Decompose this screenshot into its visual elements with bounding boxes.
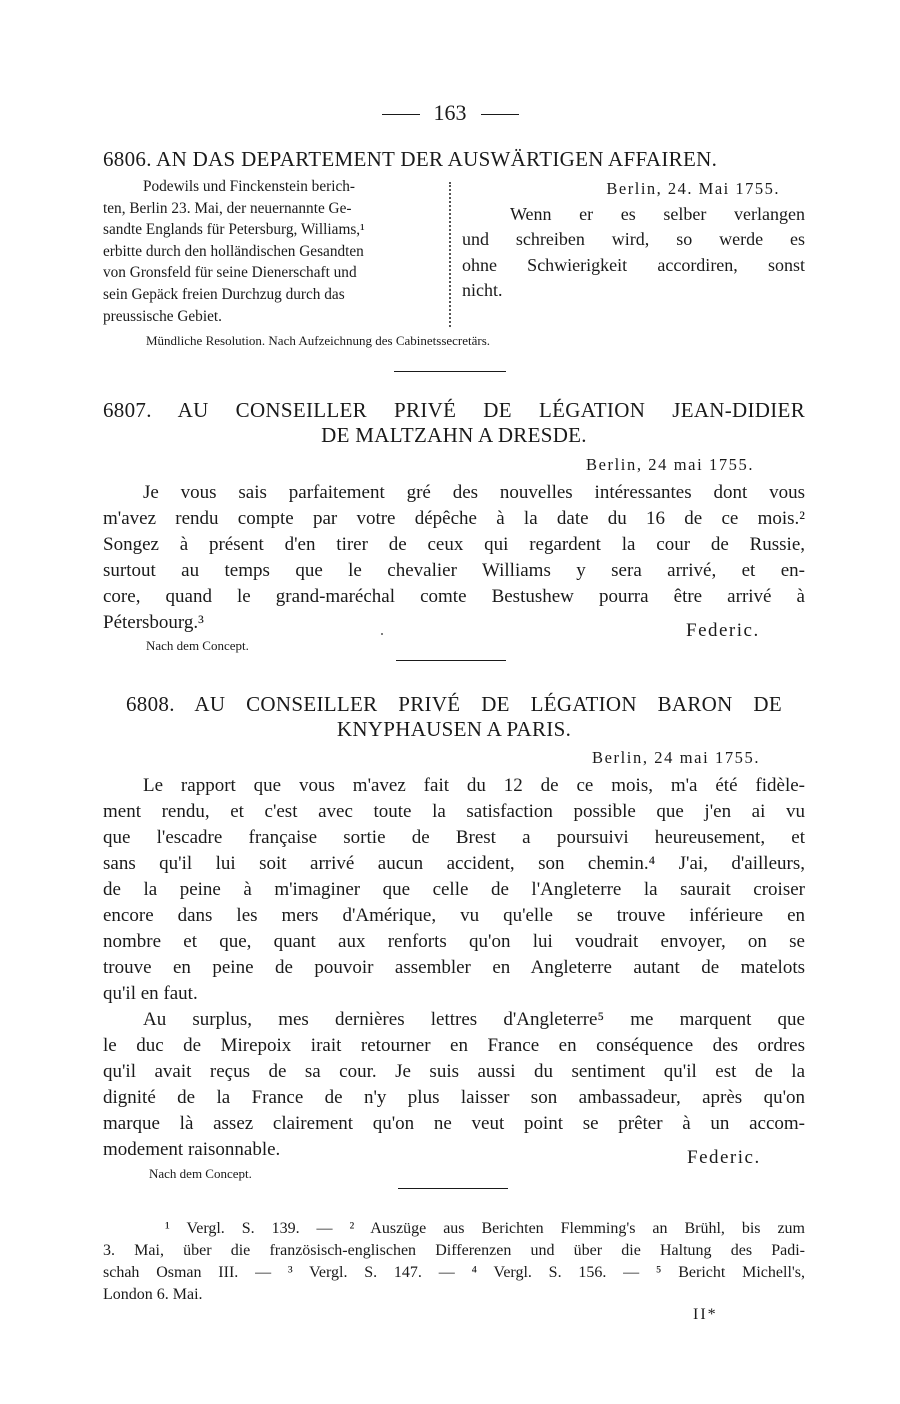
body-line: dignité de la France de n'y plus laisser son ambassadeur, après qu'on [103, 1087, 805, 1108]
heading-6808: 6808. AU CONSEILLER PRIVÉ DE LÉGATION BARON DE [126, 692, 782, 716]
body-line: le duc de Mirepoix irait retourner en France en conséquence des ordres [103, 1035, 805, 1056]
footnote-line: ¹ Vergl. S. 139. — ² Auszüge aus Berichten Flemming's an Brühl, bis zum [165, 1220, 805, 1237]
date-6807: Berlin, 24 mai 1755. [586, 455, 755, 474]
body-line: que l'escadre française sortie de Brest a poursuivi heureusement, et [103, 827, 805, 848]
signature-6808: Federic. [687, 1147, 761, 1168]
heading-6807: 6807. AU CONSEILLER PRIVÉ DE LÉGATION JEAN-DIDIER [103, 398, 805, 422]
body-line: Au surplus, mes dernières lettres d'Angleterre⁵ me marquent que [143, 1009, 805, 1030]
heading-6808-line2: KNYPHAUSEN A PARIS. [336, 717, 572, 741]
summary-line: sandte Englands für Petersburg, Williams,¹ [103, 221, 365, 239]
body-line: surtout au temps que le chevalier Williams y sera arrivé, et en- [103, 560, 805, 581]
body-line: Je vous sais parfaitement gré des nouvelles intéressantes dont vous [143, 482, 805, 503]
page-number-dash-right [481, 114, 519, 115]
summary-line: Podewils und Finckenstein berich- [143, 178, 355, 195]
reply-line: Wenn er es selber verlangen [510, 203, 805, 224]
section-rule [396, 660, 506, 661]
footnotes [103, 1218, 805, 1306]
body-line: nombre et que, quant aux renforts qu'on lui voudrait envoyer, on se [103, 931, 805, 952]
body-line: marque là assez clairement qu'on ne veut point se prêter à un accom- [103, 1113, 805, 1134]
body-line: m'avez rendu compte par votre dépêche à la date du 16 de ce mois.² [103, 508, 805, 529]
footnote-line: 3. Mai, über die französisch-englischen Differenzen und über die Haltung des Padi- [103, 1242, 805, 1259]
body-line: Le rapport que vous m'avez fait du 12 de ce mois, m'a été fidèle- [143, 775, 805, 796]
date-6806: Berlin, 24. Mai 1755. [606, 179, 780, 198]
footnote-line: schah Osman III. — ³ Vergl. S. 147. — ⁴ Vergl. S. 156. — ⁵ Bericht Michell's, [103, 1264, 805, 1281]
footnote-line: London 6. Mai. [103, 1286, 203, 1303]
source-note-6807: Nach dem Concept. [146, 638, 249, 653]
body-6808-para1 [103, 773, 805, 1007]
body-line: core, quand le grand-maréchal comte Bestushew pourra être arrivé à [103, 586, 805, 607]
summary-line: ten, Berlin 23. Mai, der neuernannte Ge- [103, 199, 352, 217]
body-line: Songez à présent d'en tirer de ceux qui regardent la cour de Russie, [103, 534, 805, 555]
reply-line: nicht. [462, 280, 503, 300]
summary-line: preussische Gebiet. [103, 307, 222, 325]
signature-6807: Federic. [686, 620, 760, 641]
body-line: qu'il en faut. [103, 983, 198, 1004]
section-rule [394, 371, 506, 372]
body-line: Pétersbourg.³ [103, 612, 204, 633]
heading-6806: 6806. AN DAS DEPARTEMENT DER AUSWÄRTIGEN AFFAIREN. [103, 147, 718, 171]
source-note-6808: Nach dem Concept. [149, 1166, 252, 1181]
summary-line: von Gronsfeld für seine Dienerschaft und [103, 264, 357, 282]
stray-dot [381, 633, 383, 635]
body-line: ment rendu, et c'est avec toute la satisfaction possible que j'en ai vu [103, 801, 805, 822]
body-line: de la peine à m'imaginer que celle de l'Angleterre la saurait croiser [103, 879, 805, 900]
heading-6807-line2: DE MALTZAHN A DRESDE. [321, 423, 587, 447]
reply-line: und schreiben wird, so werde es [462, 229, 805, 249]
signature-mark: II* [693, 1306, 718, 1323]
body-6807 [103, 480, 805, 636]
page-number [0, 100, 900, 126]
column-divider [449, 182, 451, 327]
summary-line: sein Gepäck freien Durchzug durch das [103, 285, 345, 303]
summary-6806 [103, 176, 438, 327]
date-6808: Berlin, 24 mai 1755. [592, 748, 761, 767]
summary-line: erbitte durch den holländischen Gesandten [103, 242, 364, 260]
body-6808-para2 [103, 1007, 805, 1163]
source-note-6806: Mündliche Resolution. Nach Aufzeichnung des Cabinetssecretärs. [146, 333, 491, 348]
body-line: qu'il avait reçus de sa cour. Je suis aussi du sentiment qu'il est de la [103, 1061, 805, 1082]
page-number-dash-left [382, 114, 420, 115]
body-line: encore dans les mers d'Amérique, vu qu'elle se trouve inférieure en [103, 905, 805, 926]
section-rule [398, 1188, 508, 1189]
body-line: sans qu'il lui soit arrivé aucun accident, son chemin.⁴ J'ai, d'ailleurs, [103, 853, 805, 874]
reply-6806 [462, 176, 805, 304]
reply-line: ohne Schwierigkeit accordiren, sonst [462, 254, 805, 275]
body-line: modement raisonnable. [103, 1139, 281, 1160]
body-line: trouve en peine de pouvoir assembler en Angleterre autant de matelots [103, 957, 805, 978]
page-number-text: 163 [433, 100, 467, 125]
